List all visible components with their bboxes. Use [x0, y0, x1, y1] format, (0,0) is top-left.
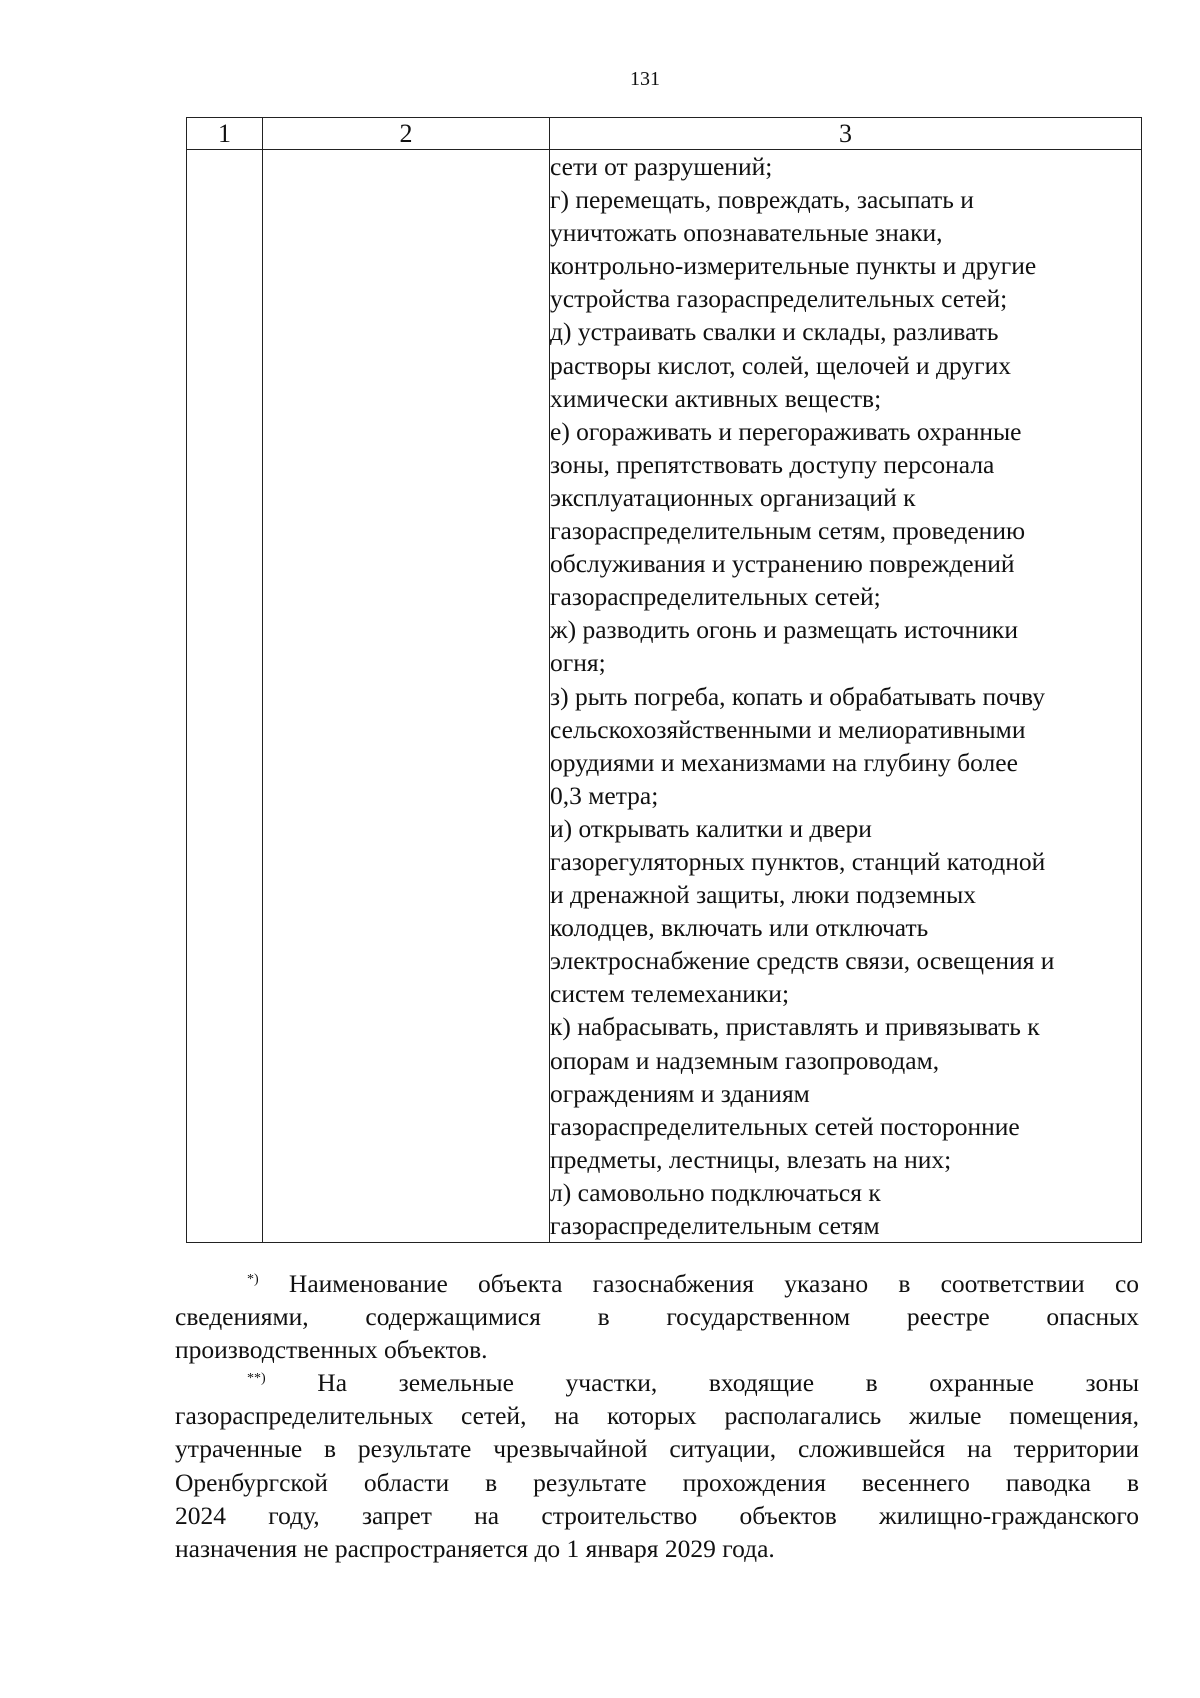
column-header-1: 1: [187, 118, 263, 150]
cell-text-line: газораспределительным сетям, проведению: [550, 516, 1026, 546]
column-header-2: 2: [263, 118, 550, 150]
cell-text-line: растворы кислот, солей, щелочей и других: [550, 350, 1011, 380]
footnote-line: Оренбургской области в результате прохождения весеннего паводка в: [175, 1467, 1139, 1497]
footnote-text: На земельные участки, входящие в охранные зоны: [317, 1368, 1140, 1398]
cell-text-line: контрольно-измерительные пункты и другие: [550, 251, 1037, 281]
footnote-line: газораспределительных сетей, на которых располагались жилые помещения,: [175, 1401, 1139, 1431]
cell-text-line: предметы, лестницы, влезать на них;: [550, 1144, 952, 1174]
cell-text-line: сети от разрушений;: [550, 152, 773, 181]
table-cell-col2: [263, 150, 550, 1243]
cell-text-line: к) набрасывать, приставлять и привязывать к: [550, 1012, 1040, 1042]
footnote-line: утраченные в результате чрезвычайной ситуации, сложившейся на территории: [175, 1434, 1139, 1464]
cell-text-line: газорегуляторных пунктов, станций катодной: [550, 846, 1046, 876]
footnote-marker: *): [247, 1272, 259, 1287]
footnote-line: сведениями, содержащимися в государственном реестре опасных: [175, 1302, 1139, 1332]
cell-text-line: газораспределительным сетям: [550, 1211, 880, 1240]
footnote-line: производственных объектов.: [175, 1335, 488, 1365]
cell-text-line: л) самовольно подключаться к: [550, 1177, 881, 1207]
footnote-line: 2024 году, запрет на строительство объектов жилищно-гражданского: [175, 1500, 1139, 1530]
cell-text-line: газораспределительных сетей посторонние: [550, 1111, 1020, 1141]
footnote-text: Наименование объекта газоснабжения указано в соответствии со: [288, 1269, 1140, 1298]
cell-text-line: электроснабжение средств связи, освещения и: [550, 946, 1055, 976]
cell-text-line: е) огораживать и перегораживать охранные: [550, 416, 1022, 446]
column-header-3: 3: [550, 118, 1142, 150]
cell-text-line: уничтожать опознавательные знаки,: [550, 218, 943, 248]
cell-text-line: газораспределительных сетей;: [550, 582, 881, 612]
footnote-1: [175, 1267, 1139, 1366]
cell-text-line: г) перемещать, повреждать, засыпать и: [550, 185, 974, 215]
cell-text-line: ограждениям и зданиям: [550, 1078, 810, 1108]
cell-text-line: сельскохозяйственными и мелиоративными: [550, 714, 1026, 744]
cell-text-line: орудиями и механизмами на глубину более: [550, 747, 1018, 777]
footnotes: [175, 1267, 1139, 1565]
cell-text-line: и дренажной защиты, люки подземных: [550, 880, 976, 910]
table-header-row: [187, 118, 1142, 150]
cell-text-line: з) рыть погреба, копать и обрабатывать почву: [550, 681, 1045, 711]
cell-text-line: химически активных веществ;: [550, 383, 882, 413]
table-cell-col1: [187, 150, 263, 1243]
cell-text-line: устройства газораспределительных сетей;: [550, 284, 1008, 314]
footnote-line: [175, 1267, 1139, 1300]
cell-text-line: опорам и надземным газопроводам,: [550, 1045, 940, 1075]
cell-text-line: 0,3 метра;: [550, 780, 659, 810]
cell-text-line: д) устраивать свалки и склады, разливать: [550, 317, 999, 347]
table-cell-col3: [550, 150, 1142, 1243]
cell-text-line: систем телемеханики;: [550, 979, 790, 1009]
cell-text-line: эксплуатационных организаций к: [550, 482, 916, 512]
footnote-2: [175, 1366, 1139, 1565]
cell-text-line: огня;: [550, 648, 606, 678]
cell-text-line: ж) разводить огонь и размещать источники: [550, 615, 1018, 645]
cell-text-line: и) открывать калитки и двери: [550, 813, 872, 843]
cell-text-line: зоны, препятствовать доступу персонала: [550, 449, 995, 479]
restrictions-table: [186, 117, 1142, 1243]
cell-text-line: колодцев, включать или отключать: [550, 913, 929, 943]
footnote-line: назначения не распространяется до 1 января 2029 года.: [175, 1533, 775, 1563]
page-number: 131: [630, 68, 660, 90]
footnote-line: [175, 1366, 1139, 1399]
footnote-marker: **): [247, 1371, 266, 1387]
table-row: [187, 150, 1142, 1243]
cell-text-line: обслуживания и устранению повреждений: [550, 549, 1015, 579]
